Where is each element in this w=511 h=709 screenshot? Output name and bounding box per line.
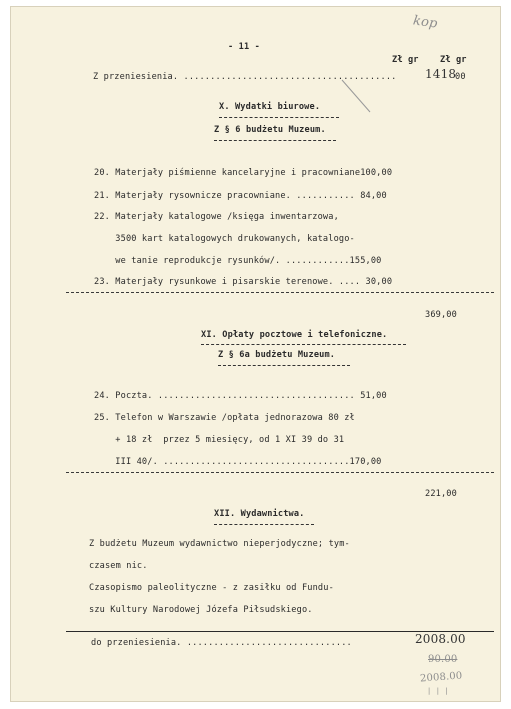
page-number: - 11 - <box>228 42 260 52</box>
carry-in-label: Z przeniesienia. ........................................ <box>93 72 397 82</box>
section-xi-title: XI. Opłaty pocztowe i telefoniczne. <box>201 330 388 340</box>
section-x-subtitle-underline <box>214 140 336 141</box>
item-22-line-3: we tanie reprodukcje rysunków/. ............155,00 <box>94 256 382 266</box>
item-25-line-3: III 40/. ...................................170,00 <box>94 457 382 467</box>
pencil-stroke-mark <box>340 78 380 116</box>
pencil-ticks: | | | <box>427 687 449 695</box>
publishing-line-3: Czasopismo paleolityczne - z zasiłku od Fundu- <box>89 583 334 593</box>
item-21: 21. Materjały rysownicze pracowniane. ........... 84,00 <box>94 191 387 201</box>
section-xi-subtitle: Z § 6a budżetu Muzeum. <box>218 350 336 360</box>
section-xi-subtitle-underline <box>218 365 350 366</box>
section-x-total: 369,00 <box>425 310 457 320</box>
carry-in-amount-int: 1418 <box>425 67 457 81</box>
section-x-subtitle: Z § 6 budżetu Muzeum. <box>214 125 326 135</box>
carry-out-amount: 2008.00 <box>415 632 466 646</box>
section-xi-rule <box>66 472 494 473</box>
item-25-line-1: 25. Telefon w Warszawie /opłata jednorazowa 80 zł <box>94 413 355 423</box>
publishing-line-1: Z budżetu Muzeum wydawnictwo nieperjodyczne; tym- <box>89 539 350 549</box>
item-25-line-2: + 18 zł przez 5 miesięcy, od 1 XI 39 do 31 <box>94 435 345 445</box>
section-xii-title: XII. Wydawnictwa. <box>214 509 305 519</box>
section-x-title-underline <box>219 117 339 118</box>
item-20: 20. Materjały piśmienne kancelaryjne i pracowniane100,00 <box>94 168 393 178</box>
item-24: 24. Poczta. ..................................... 51,00 <box>94 391 387 401</box>
pencil-note-total: 2008.00 <box>419 670 463 685</box>
publishing-line-4: szu Kultury Narodowej Józefa Piłsudskiego. <box>89 605 313 615</box>
pencil-note-kop: kop <box>412 13 439 32</box>
column-header-2: Zł gr <box>440 55 467 65</box>
carry-out-struck-amount: 90.00 <box>428 654 458 665</box>
section-x-rule <box>66 292 494 293</box>
section-xi-title-underline <box>201 344 406 345</box>
carry-out-label: do przeniesienia. ............................... <box>91 638 352 648</box>
carry-in-amount-dec: 00 <box>455 72 466 82</box>
item-22-line-2: 3500 kart katalogowych drukowanych, katalogo- <box>94 234 355 244</box>
section-xii-title-underline <box>214 524 314 525</box>
section-x-title: X. Wydatki biurowe. <box>219 102 321 112</box>
publishing-line-2: czasem nic. <box>89 561 148 571</box>
column-header-1: Zł gr <box>392 55 419 65</box>
section-xi-total: 221,00 <box>425 489 457 499</box>
item-22-line-1: 22. Materjały katalogowe /księga inwentarzowa, <box>94 212 339 222</box>
item-23: 23. Materjały rysunkowe i pisarskie terenowe. .... 30,00 <box>94 277 393 287</box>
